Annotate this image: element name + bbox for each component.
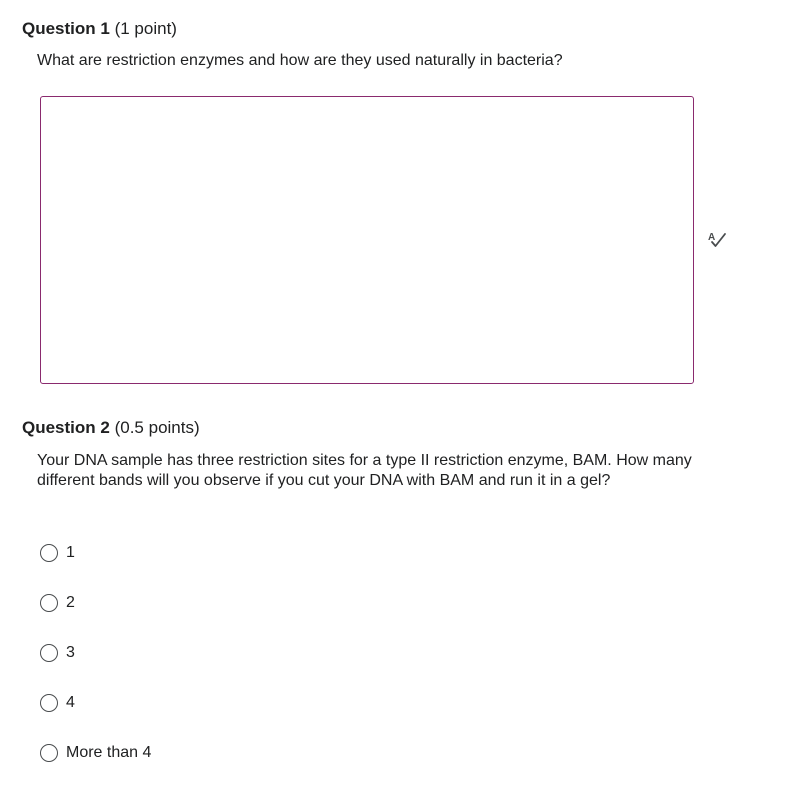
svg-text:A: A	[708, 232, 716, 243]
option-more-than-4-label: More than 4	[66, 744, 152, 761]
option-3-label: 3	[66, 644, 75, 661]
option-3-radio[interactable]	[40, 644, 58, 662]
question-1-title	[22, 19, 177, 39]
question-2-prompt: Your DNA sample has three restriction sites for a type II restriction enzyme, BAM. How many different bands will you observe if you cut your DNA with BAM and run it in a gel?	[37, 452, 692, 489]
question-2-number: Question 2	[22, 418, 110, 437]
option-4[interactable]	[40, 692, 75, 714]
option-3[interactable]	[40, 642, 75, 664]
option-more-than-4-radio[interactable]	[40, 744, 58, 762]
option-1[interactable]	[40, 542, 75, 564]
question-1-answer-textarea[interactable]	[40, 96, 694, 384]
spellcheck-icon[interactable]	[706, 230, 728, 248]
question-1-prompt: What are restriction enzymes and how are they used naturally in bacteria?	[37, 52, 563, 69]
option-more-than-4[interactable]	[40, 742, 151, 764]
option-4-label: 4	[66, 694, 75, 711]
question-2-title	[22, 418, 200, 438]
question-1-number: Question 1	[22, 19, 110, 38]
option-1-label: 1	[66, 544, 75, 561]
option-2-radio[interactable]	[40, 594, 58, 612]
option-2[interactable]	[40, 592, 75, 614]
option-4-radio[interactable]	[40, 694, 58, 712]
question-2-points: (0.5 points)	[114, 418, 200, 437]
question-1-points: (1 point)	[114, 19, 177, 38]
option-2-label: 2	[66, 594, 75, 611]
option-1-radio[interactable]	[40, 544, 58, 562]
